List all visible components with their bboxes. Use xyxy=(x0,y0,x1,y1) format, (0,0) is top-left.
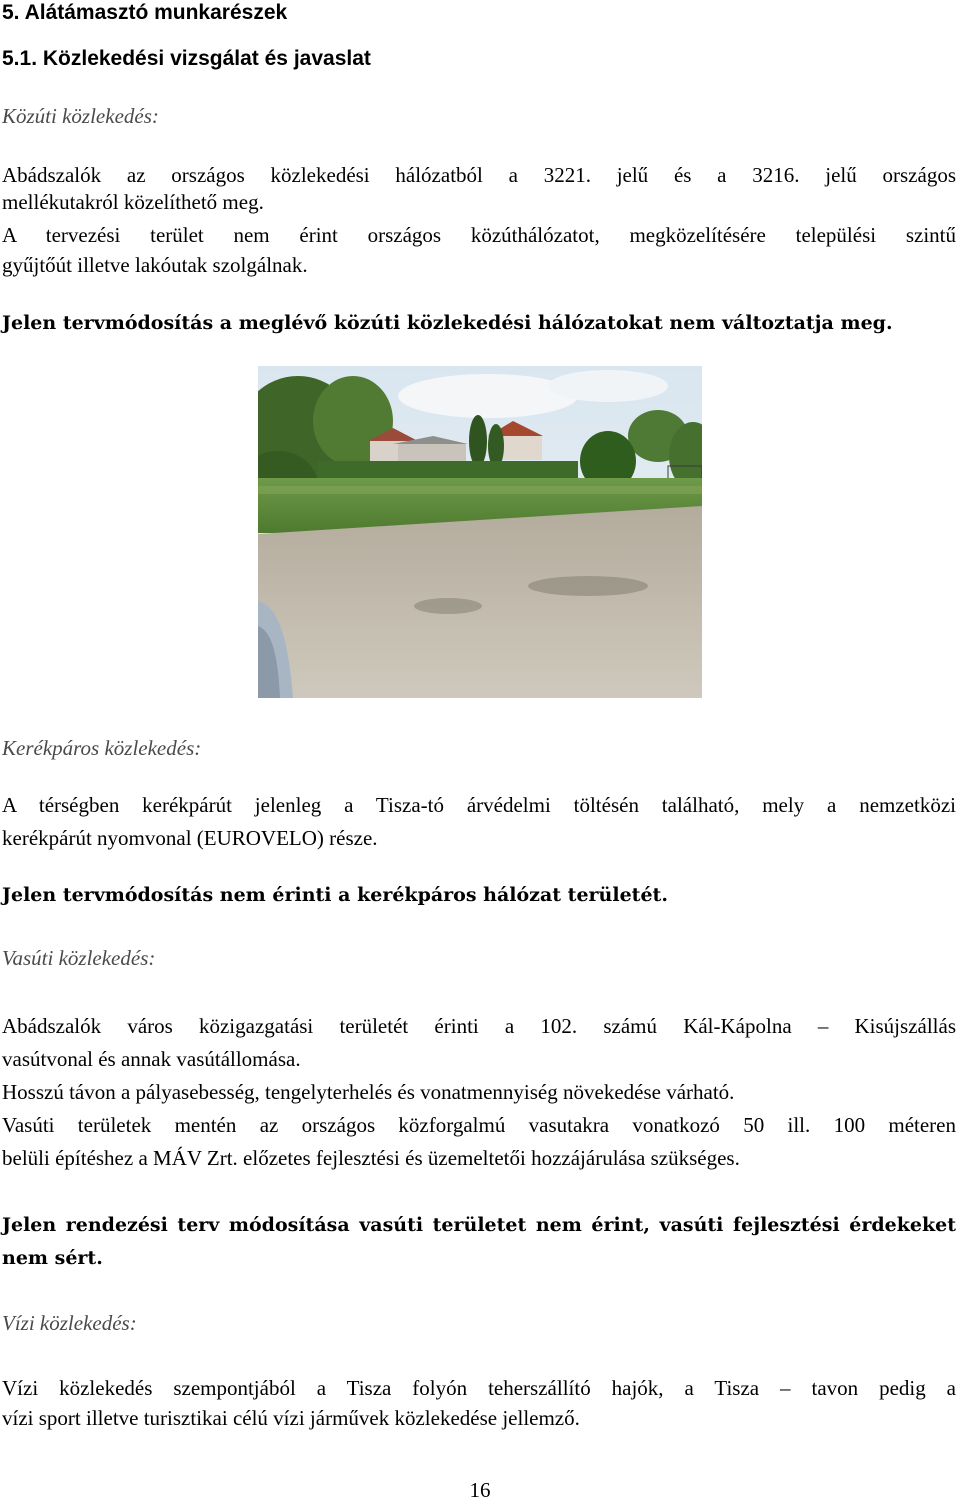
road-p1-line2: mellékutakról közelíthető meg. xyxy=(2,190,264,214)
rail-paragraph-2: Hosszú távon a pályasebesség, tengelyterhelés és vonatmennyiség növekedése várható. xyxy=(2,1080,735,1104)
bike-conclusion: Jelen tervmódosítás nem érinti a kerékpáros hálózat területét. xyxy=(2,884,668,906)
road-paragraph-1 xyxy=(2,160,956,217)
rail-p3-line1: Vasúti területek mentén az országos közforgalmú vasutakra vonatkozó 50 ill. 100 méteren xyxy=(2,1113,956,1137)
water-section-title: Vízi közlekedés: xyxy=(2,1311,137,1335)
water-paragraph-1 xyxy=(2,1373,956,1433)
subsection-heading: 5.1. Közlekedési vizsgálat és javaslat xyxy=(2,47,371,70)
rail-p1-line1: Abádszalók város közigazgatási területét érinti a 102. számú Kál-Kápolna – Kisújszállás xyxy=(2,1014,956,1038)
bike-p1-line1: A térségben kerékpárút jelenleg a Tisza-tó árvédelmi töltésén található, mely a nemzetközi xyxy=(2,793,956,817)
bike-section-title: Kerékpáros közlekedés: xyxy=(2,736,202,760)
road-paragraph-2 xyxy=(2,220,956,280)
bike-paragraph-1 xyxy=(2,790,956,853)
rail-p3-line2: belüli építéshez a MÁV Zrt. előzetes fejlesztési és üzemeltetői hozzájárulása szükséges. xyxy=(2,1146,740,1170)
page-number: 16 xyxy=(469,1478,491,1502)
section-heading: 5. Alátámasztó munkarészek xyxy=(2,1,288,24)
road-p2-line1: A tervezési terület nem érint országos közúthálózatot, megközelítésére települési szintű xyxy=(2,223,956,247)
rail-section-title: Vasúti közlekedés: xyxy=(2,946,156,970)
road-p1-line1: Abádszalók az országos közlekedési hálózatból a 3221. jelű és a 3216. jelű országos xyxy=(2,163,956,187)
bike-p1-line2: kerékpárút nyomvonal (EUROVELO) része. xyxy=(2,826,378,850)
road-site-photo xyxy=(258,366,702,698)
water-p1-line1: Vízi közlekedés szempontjából a Tisza folyón teherszállító hajók, a Tisza – tavon pedig a xyxy=(2,1376,956,1400)
water-p1-line2: vízi sport illetve turisztikai célú vízi járművek közlekedése jellemző. xyxy=(2,1406,580,1430)
rail-conclusion xyxy=(2,1210,956,1273)
road-section-title: Közúti közlekedés: xyxy=(2,104,159,128)
road-p2-line2: gyűjtőút illetve lakóutak szolgálnak. xyxy=(2,253,308,277)
rail-conclusion-line2: nem sért. xyxy=(2,1247,103,1269)
road-conclusion: Jelen tervmódosítás a meglévő közúti közlekedési hálózatokat nem változtatja meg. xyxy=(2,312,893,334)
rail-paragraph-3 xyxy=(2,1110,956,1173)
rail-p1-line2: vasútvonal és annak vasútállomása. xyxy=(2,1047,301,1071)
rail-paragraph-1 xyxy=(2,1011,956,1074)
rail-conclusion-line1: Jelen rendezési terv módosítása vasúti területet nem érint, vasúti fejlesztési érdekeket xyxy=(2,1214,956,1236)
